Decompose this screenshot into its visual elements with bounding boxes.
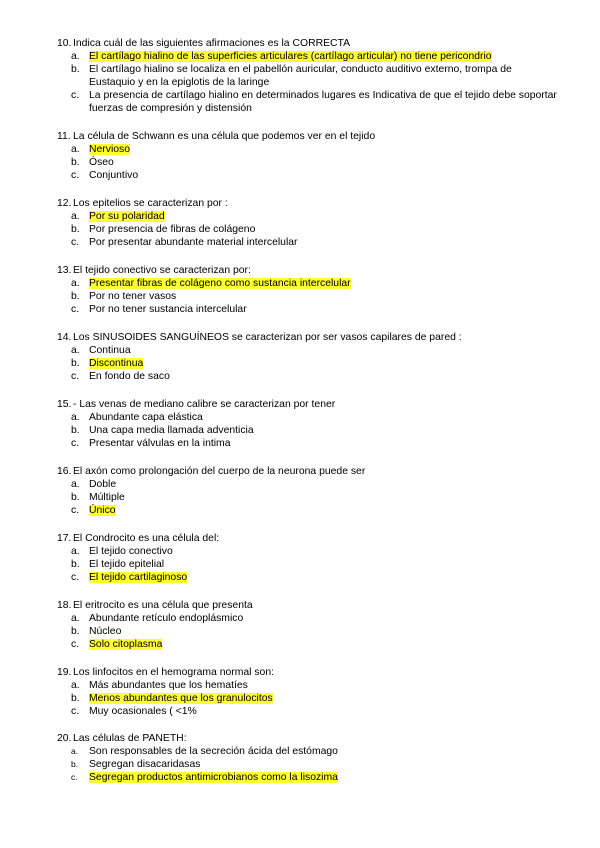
option-letter: c. [71,639,80,650]
question-number: 19. [57,667,72,678]
question-text: La célula de Schwann es una célula que podemos ver en el tejido [73,131,376,142]
answer-options [57,745,557,784]
option-letter: c. [71,505,80,516]
answer-options [57,679,557,718]
question-20 [57,732,557,784]
question-16 [57,465,557,517]
option-b[interactable] [57,491,557,504]
option-a[interactable] [57,143,557,156]
question-12 [57,197,557,249]
option-b[interactable] [57,424,557,437]
answer-options [57,344,557,383]
question-text: El eritrocito es una célula que presenta [73,600,253,611]
option-text: Más abundantes que los hematíes [89,680,248,691]
question-stem [57,37,557,50]
option-c[interactable] [57,236,557,249]
option-c[interactable] [57,705,557,718]
option-letter: a. [71,479,80,490]
option-letter: a. [71,278,80,289]
option-b[interactable] [57,290,557,303]
answer-options [57,545,557,584]
option-text-highlighted: El cartílago hialino de las superficies articulares (cartílago articular) no tiene pericondrio [89,51,492,62]
option-letter: c. [71,438,80,449]
option-text: El cartílago hialino se localiza en el pabellón auricular, conducto auditivo externo, trompa de Eustaquio y en la epiglotis de la laringe [89,64,512,88]
question-14 [57,331,557,383]
option-c[interactable] [57,771,557,784]
option-text-highlighted: Segregan productos antimicrobianos como la lisozima [89,772,338,783]
question-stem [57,264,557,277]
option-text-highlighted: Nervioso [89,144,130,155]
question-15 [57,398,557,450]
question-text: Los SINUSOIDES SANGUÍNEOS se caracterizan por ser vasos capilares de pared : [73,332,462,343]
option-text: El tejido conectivo [89,546,173,557]
option-text: La presencia de cartílago hialino en determinados lugares es Indicativa de que el tejido debe soportar fuerzas de compresión y distensión [89,90,557,114]
question-text: Los linfocitos en el hemograma normal son: [73,667,274,678]
question-stem [57,331,557,344]
option-letter: b. [71,425,80,436]
option-a[interactable] [57,344,557,357]
question-number: 20. [57,733,72,744]
option-a[interactable] [57,277,557,290]
option-a[interactable] [57,210,557,223]
option-c[interactable] [57,370,557,383]
question-11 [57,130,557,182]
question-text: Indica cuál de las siguientes afirmaciones es la CORRECTA [73,38,351,49]
option-b[interactable] [57,357,557,370]
question-number: 11. [57,131,71,142]
question-number: 10. [57,38,72,49]
option-text-highlighted: Presentar fibras de colágeno como sustancia intercelular [89,278,351,289]
option-text-highlighted: Único [89,505,116,516]
option-c[interactable] [57,504,557,517]
option-text-highlighted: El tejido cartilaginoso [89,572,188,583]
question-17 [57,532,557,584]
option-a[interactable] [57,50,557,63]
answer-options [57,612,557,651]
option-c[interactable] [57,303,557,316]
option-c[interactable] [57,571,557,584]
option-text: Por no tener sustancia intercelular [89,304,247,315]
option-text: Núcleo [89,626,122,637]
question-13 [57,264,557,316]
option-a[interactable] [57,745,557,758]
question-18 [57,599,557,651]
question-number: 13. [57,265,72,276]
option-letter: a. [71,51,80,62]
question-stem [57,130,557,143]
option-letter: c. [71,572,80,583]
option-a[interactable] [57,545,557,558]
option-b[interactable] [57,223,557,236]
option-text-highlighted: Discontinua [89,358,144,369]
option-text: El tejido epitelial [89,559,165,570]
question-number: 17. [57,533,72,544]
option-c[interactable] [57,169,557,182]
option-letter: c. [71,706,80,717]
question-number: 14. [57,332,72,343]
answer-options [57,143,557,182]
question-stem [57,666,557,679]
option-c[interactable] [57,437,557,450]
question-text: - Las venas de mediano calibre se caracterizan por tener [73,399,336,410]
option-b[interactable] [57,156,557,169]
option-text: Continua [89,345,131,356]
option-letter: b. [71,559,80,570]
option-text: Doble [89,479,117,490]
option-letter: b. [71,291,80,302]
option-b[interactable] [57,625,557,638]
question-10 [57,37,557,115]
option-text-highlighted: Solo citoplasma [89,639,163,650]
option-letter: c. [71,772,78,782]
option-b[interactable] [57,758,557,771]
question-number: 18. [57,600,72,611]
option-letter: b. [71,64,80,75]
question-stem [57,732,557,745]
option-a[interactable] [57,411,557,424]
option-text: Muy ocasionales ( <1% [89,706,197,717]
option-text: Abundante retículo endoplásmico [89,613,244,624]
option-text: Abundante capa elástica [89,412,203,423]
option-letter: b. [71,492,80,503]
question-text: El Condrocito es una célula del: [73,533,220,544]
option-letter: c. [71,304,80,315]
option-text: Presentar válvulas en la intima [89,438,231,449]
answer-options [57,411,557,450]
question-text: Las células de PANETH: [73,733,187,744]
question-stem [57,197,557,210]
option-text: Conjuntivo [89,170,139,181]
option-letter: b. [71,759,79,769]
question-stem [57,465,557,478]
question-stem [57,532,557,545]
question-text: El tejido conectivo se caracterizan por: [73,265,251,276]
option-text: Una capa media llamada adventicia [89,425,254,436]
question-number: 12. [57,198,72,209]
question-stem [57,398,557,411]
option-letter: a. [71,345,80,356]
option-letter: a. [71,144,80,155]
option-text: Por presencia de fibras de colágeno [89,224,256,235]
answer-options [57,478,557,517]
question-number: 15. [57,399,72,410]
option-a[interactable] [57,612,557,625]
option-letter: a. [71,680,80,691]
question-number: 16. [57,466,72,477]
option-letter: b. [71,626,80,637]
option-text: Por no tener vasos [89,291,177,302]
option-c[interactable] [57,89,557,115]
option-letter: c. [71,90,80,101]
option-letter: b. [71,358,80,369]
answer-options [57,210,557,249]
option-text-highlighted: Menos abundantes que los granulocitos [89,693,273,704]
option-c[interactable] [57,638,557,651]
option-b[interactable] [57,558,557,571]
option-a[interactable] [57,679,557,692]
option-letter: c. [71,371,80,382]
option-letter: a. [71,211,80,222]
option-letter: a. [71,746,79,756]
option-text: Óseo [89,157,114,168]
question-text: El axón como prolongación del cuerpo de la neurona puede ser [73,466,366,477]
option-a[interactable] [57,478,557,491]
question-19 [57,666,557,718]
answer-options [57,277,557,316]
answer-options [57,50,557,115]
option-letter: b. [71,693,80,704]
option-b[interactable] [57,63,557,89]
option-text: Múltiple [89,492,125,503]
option-text: Son responsables de la secreción ácida del estómago [89,746,338,757]
option-letter: c. [71,237,80,248]
option-letter: a. [71,546,80,557]
option-letter: a. [71,412,80,423]
option-letter: b. [71,224,80,235]
option-letter: a. [71,613,80,624]
option-text: En fondo de saco [89,371,170,382]
question-text: Los epitelios se caracterizan por : [73,198,228,209]
option-text: Segregan disacaridasas [89,759,201,770]
option-b[interactable] [57,692,557,705]
option-letter: b. [71,157,80,168]
question-stem [57,599,557,612]
option-letter: c. [71,170,80,181]
option-text: Por presentar abundante material intercelular [89,237,298,248]
option-text-highlighted: Por su polaridad [89,211,165,222]
